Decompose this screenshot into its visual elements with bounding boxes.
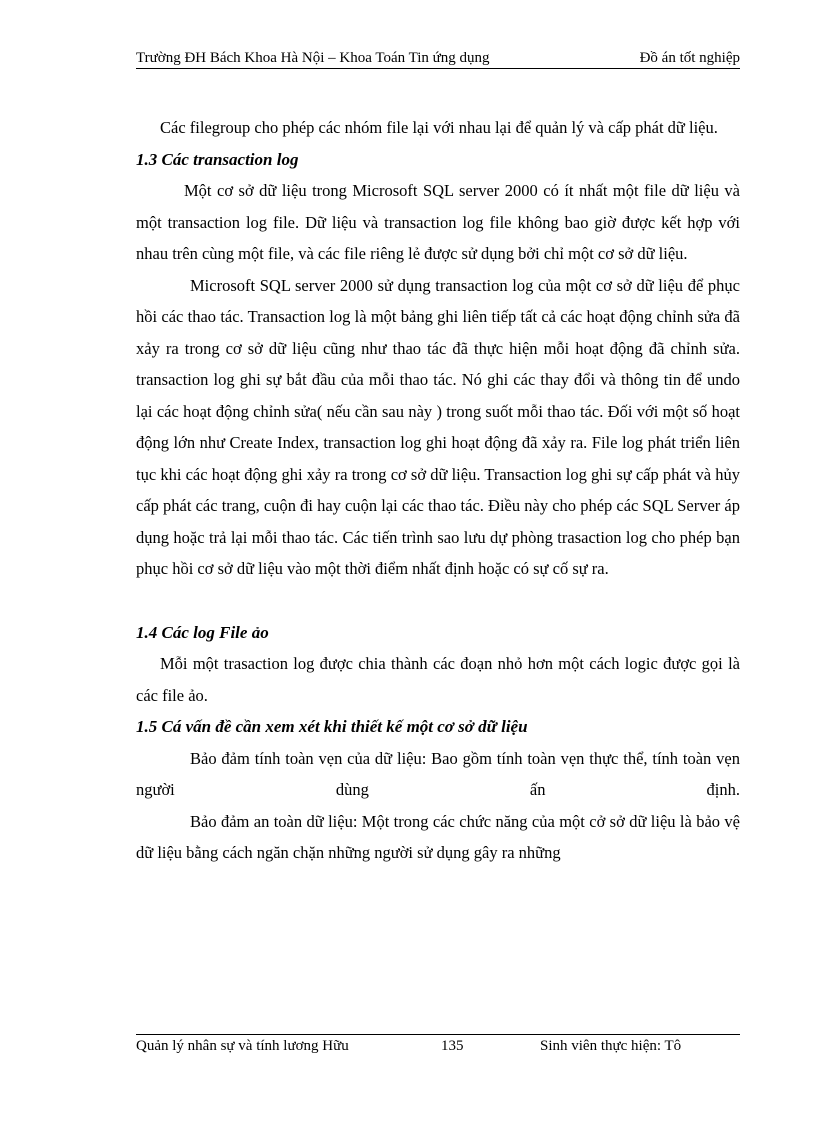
- page-footer: [136, 1034, 740, 1054]
- spacer: [136, 585, 740, 617]
- page-number: 135: [441, 1038, 464, 1054]
- footer-student: Sinh viên thực hiện: Tô: [540, 1038, 682, 1054]
- heading-1-4: 1.4 Các log File ảo: [136, 622, 269, 642]
- paragraph-integrity: Bảo đảm tính toàn vẹn của dữ liệu: Bao gồm tính toàn vẹn thực thể, tính toàn vẹn người dùng ấn định.: [136, 748, 740, 799]
- paragraph-security: Bảo đảm an toàn dữ liệu: Một trong các chức năng của một cở sở dữ liệu là bảo vệ dữ liệu bằng cách ngăn chặn những người sử dụng gây ra những: [136, 811, 740, 862]
- footer-topic: Quản lý nhân sự và tính lương Hữu: [136, 1038, 349, 1054]
- heading-1-5: 1.5 Cá vấn đề cần xem xét khi thiết kế một cơ sở dữ liệu: [136, 717, 528, 736]
- paragraph-filegroup: Các filegroup cho phép các nhóm file lại với nhau lại để quản lý và cấp phát dữ liệu.: [160, 118, 718, 137]
- page-header: [136, 48, 740, 69]
- document-body: [136, 112, 740, 869]
- paragraph-transaction-log: Microsoft SQL server 2000 sử dụng transaction log của một cơ sở dữ liệu để phục hồi các thao tác. Transaction log là một bảng ghi liên tiếp tất cả các hoạt động chỉnh sửa đã xảy ra trong cơ sở dữ liệu cũng như thao tác đã thực hiện mỗi hoạt động đã chỉnh sửa. transaction log ghi sự bắt đầu của mỗi thao tác. Nó ghi các thay đổi và thông tin để undo lại các hoạt động chỉnh sửa( nếu cần sau này ) trong suốt mỗi thao tác. Đối với một số hoạt động lớn như Create Index, transaction log ghi hoạt động đã xảy ra. File log phát triển liên tục khi các hoạt động ghi xảy ra trong cơ sở dữ liệu. Transaction log ghi sự cấp phát và hủy cấp phát các trang, cuộn đi hay cuộn lại các thao tác. Điều này cho phép các SQL Server áp dụng hoặc trả lại mỗi thao tác. Các tiến trình sao lưu dự phòng trasaction log cho phép bạn phục hồi cơ sở dữ liệu vào một thời điểm nhất định hoặc có sự cố sự ra.: [136, 275, 740, 578]
- heading-1-3: 1.3 Các transaction log: [136, 149, 299, 169]
- header-school: Trường ĐH Bách Khoa Hà Nội – Khoa Toán Tin ứng dụng: [136, 50, 490, 66]
- header-doc-type: Đồ án tốt nghiệp: [639, 50, 740, 66]
- paragraph-virtual-files: Mỗi một trasaction log được chia thành các đoạn nhỏ hơn một cách logic được gọi là các file ảo.: [136, 654, 740, 705]
- paragraph-sql-db: Một cơ sở dữ liệu trong Microsoft SQL server 2000 có ít nhất một file dữ liệu và một transaction log file. Dữ liệu và transaction log file không bao giờ được kết hợp với nhau trên cùng một file, và các file riêng lẻ được sử dụng bởi chỉ một cơ sở dữ liệu.: [136, 181, 740, 263]
